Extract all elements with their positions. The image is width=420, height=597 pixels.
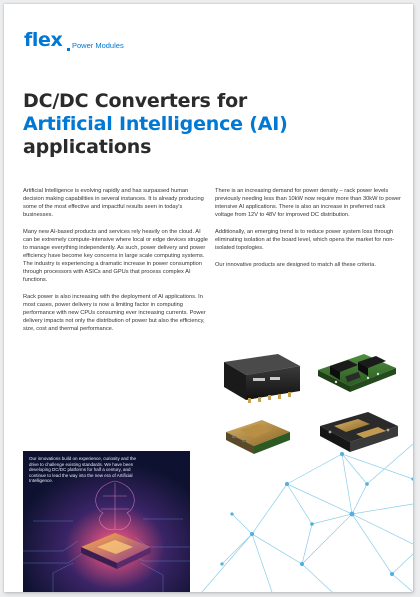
logo-subtitle: Power Modules <box>72 41 124 50</box>
network-line-art <box>192 424 413 592</box>
paragraph-cloud: Many new AI-based products and services rely heavily on the cloud. AI can be extremely compute-intensive where local or edge devices struggle to manage everything independently. As such, power delivery and power efficiency have become key concerns in large scale computing systems. The industry is experiencing a dramatic increase in power consumption through processors with ASICs and GPUs that process complex AI functions. <box>23 229 208 283</box>
paragraph-non-isolated: Additionally, an emerging trend is to reduce power system loss through eliminating isolation at the board level, which opens the market for non-isolated topologies. <box>215 229 395 251</box>
title-line-3: applications <box>23 136 152 158</box>
flex-logo: flex <box>24 29 63 51</box>
paragraph-rack-power: Rack power is also increasing with the deployment of AI applications. In most cases, power delivery is now a limiting factor in computing performance with new CPUs consuming ever increasing currents. Power delivery impacts not only the distribution of power but also the efficiency, size, cost and thermal performance. <box>23 294 206 332</box>
title-line-1: DC/DC Converters for <box>23 90 248 112</box>
power-module-2 <box>318 354 396 392</box>
title-line-2: Artificial Intelligence (AI) <box>23 113 288 135</box>
paragraph-intro: Artificial Intelligence is evolving rapidly and has surpassed human decision making capabilities in several instances. It is already producing some of the most effective and impactful results seen in today's businesses. <box>23 188 204 218</box>
left-column <box>23 187 209 342</box>
page-title <box>23 90 288 159</box>
brochure-page <box>4 4 413 592</box>
right-column <box>215 187 401 278</box>
logo-dot <box>67 48 70 51</box>
paragraph-products: Our innovative products are designed to match all these criteria. <box>215 262 376 268</box>
image-caption: Our innovations build on experience, curiosity and the drive to challenge existing standards. We have been developing DC/DC platforms for half a century, and continue to lead the way into the new era of Artificial Intelligence. <box>29 456 137 484</box>
ai-chip-image <box>23 451 190 592</box>
paragraph-power-density: There is an increasing demand for power density – rack power levels previously needing less than 10kW now require more than 30kW to power intensive AI applications. There is also an increase in preferred rack voltage from 12V to 48V for improved DC distribution. <box>215 188 401 218</box>
power-module-1 <box>224 354 300 403</box>
